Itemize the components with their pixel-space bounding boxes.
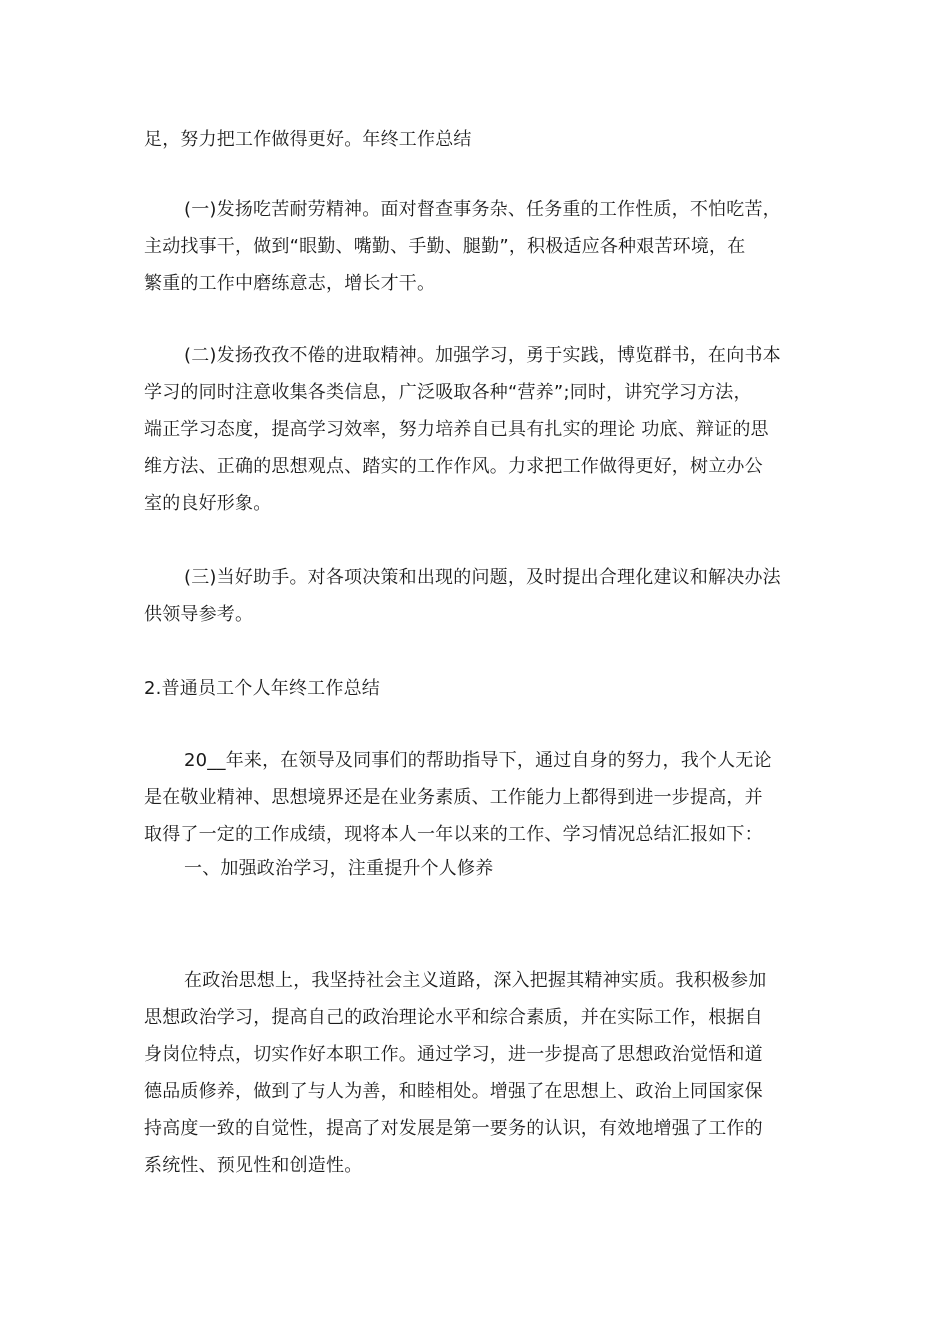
- paragraph-item-3: [144, 559, 810, 633]
- paragraph-line: 一、加强政治学习，注重提升个人修养: [184, 858, 494, 879]
- paragraph-line: 2.普通员工个人年终工作总结: [144, 678, 380, 699]
- paragraph-line: 取得了一定的工作成绩，现将本人一年以来的工作、学习情况总结汇报如下：: [144, 824, 763, 845]
- paragraph-line: 在政治思想上，我坚持社会主义道路，深入把握其精神实质。我积极参加: [184, 970, 767, 991]
- paragraph-line: 身岗位特点，切实作好本职工作。通过学习，进一步提高了思想政治觉悟和道: [144, 1044, 763, 1065]
- paragraph-line: 繁重的工作中磨练意志，增长才干。: [144, 273, 436, 294]
- paragraph-line: (三)当好助手。对各项决策和出现的问题，及时提出合理化建议和解决办法: [184, 567, 781, 588]
- paragraph-body: [144, 962, 810, 1184]
- paragraph-line: 持高度一致的自觉性，提高了对发展是第一要务的认识，有效地增强了工作的: [144, 1118, 763, 1139]
- paragraph-line: 足，努力把工作做得更好。年终工作总结: [144, 129, 472, 150]
- paragraph-line: (一)发扬吃苦耐劳精神。面对督查事务杂、任务重的工作性质，不怕吃苦，: [184, 199, 781, 220]
- section-heading: [144, 670, 810, 707]
- paragraph-line: (二)发扬孜孜不倦的进取精神。加强学习，勇于实践，博览群书，在向书本: [184, 345, 781, 366]
- paragraph-line: 20__年来，在领导及同事们的帮助指导下，通过自身的努力，我个人无论: [184, 750, 772, 771]
- paragraph-intro: [144, 742, 810, 853]
- paragraph-line: 学习的同时注意收集各类信息，广泛吸取各种“营养”;同时，讲究学习方法，: [144, 382, 752, 403]
- paragraph-line: 德品质修养，做到了与人为善，和睦相处。增强了在思想上、政治上同国家保: [144, 1081, 763, 1102]
- paragraph-continuation: [144, 121, 810, 158]
- paragraph-line: 是在敬业精神、思想境界还是在业务素质、工作能力上都得到进一步提高，并: [144, 787, 763, 808]
- paragraph-line: 思想政治学习，提高自己的政治理论水平和综合素质，并在实际工作，根据自: [144, 1007, 763, 1028]
- paragraph-line: 端正学习态度，提高学习效率，努力培养自已具有扎实的理论 功底、辩证的思: [144, 419, 769, 440]
- paragraph-item-1: [144, 191, 810, 302]
- paragraph-line: 主动找事干，做到“眼勤、嘴勤、手勤、腿勤”，积极适应各种艰苦环境，在: [144, 236, 746, 257]
- paragraph-line: 室的良好形象。: [144, 493, 272, 514]
- paragraph-line: 维方法、正确的思想观点、踏实的工作作风。力求把工作做得更好，树立办公: [144, 456, 763, 477]
- paragraph-item-2: [144, 337, 810, 522]
- paragraph-line: 系统性、预见性和创造性。: [144, 1155, 363, 1176]
- subsection-heading: [144, 850, 810, 887]
- paragraph-line: 供领导参考。: [144, 604, 254, 625]
